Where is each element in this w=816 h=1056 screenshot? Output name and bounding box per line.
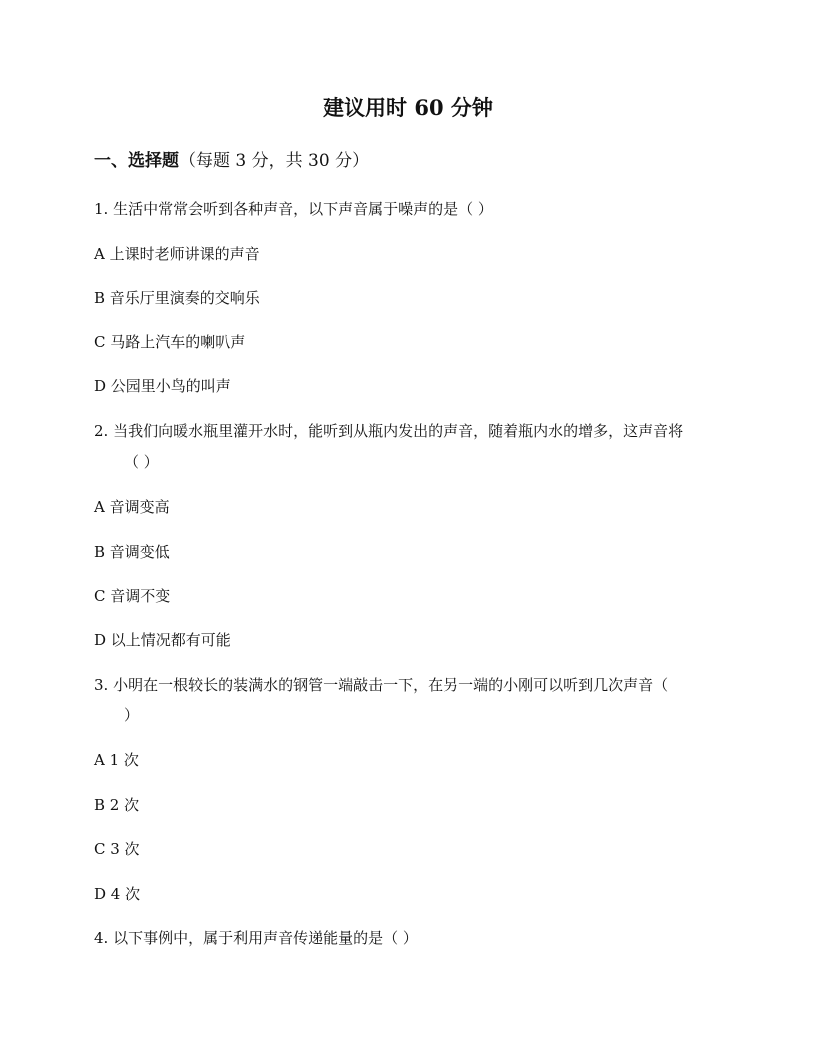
question-3-option-b: B 2 次 xyxy=(94,796,140,814)
question-4-stem: 4. 以下事例中，属于利用声音传递能量的是（ ） xyxy=(94,929,418,947)
question-2-stem-continuation: （ ） xyxy=(124,453,159,471)
page-title: 建议用时 60 分钟 xyxy=(323,95,493,120)
question-3-option-d: D 4 次 xyxy=(94,885,141,903)
question-3-stem: 3. 小明在一根较长的装满水的钢管一端敲击一下，在另一端的小刚可以听到几次声音（ xyxy=(94,676,669,694)
question-1-option-d: D 公园里小鸟的叫声 xyxy=(94,377,231,395)
section-heading xyxy=(94,149,369,173)
section-score-note: （每题 3 分，共 30 分） xyxy=(179,151,370,171)
question-1-stem: 1. 生活中常常会听到各种声音，以下声音属于噪声的是（ ） xyxy=(94,200,493,218)
question-2-option-b: B 音调变低 xyxy=(94,543,170,561)
question-2-stem: 2. 当我们向暖水瓶里灌开水时，能听到从瓶内发出的声音，随着瓶内水的增多，这声音将 xyxy=(94,422,684,440)
question-1-option-b: B 音乐厅里演奏的交响乐 xyxy=(94,289,260,307)
question-3-stem-continuation: ） xyxy=(124,706,140,724)
question-2-option-c: C 音调不变 xyxy=(94,587,171,605)
question-2-option-a: A 音调变高 xyxy=(94,498,170,516)
question-2-option-d: D 以上情况都有可能 xyxy=(94,631,231,649)
question-1-option-c: C 马路上汽车的喇叭声 xyxy=(94,333,246,351)
section-heading-label: 一、选择题 xyxy=(94,151,179,171)
question-3-option-a: A 1 次 xyxy=(94,751,139,769)
question-3-option-c: C 3 次 xyxy=(94,840,140,858)
question-1-option-a: A 上课时老师讲课的声音 xyxy=(94,245,260,263)
